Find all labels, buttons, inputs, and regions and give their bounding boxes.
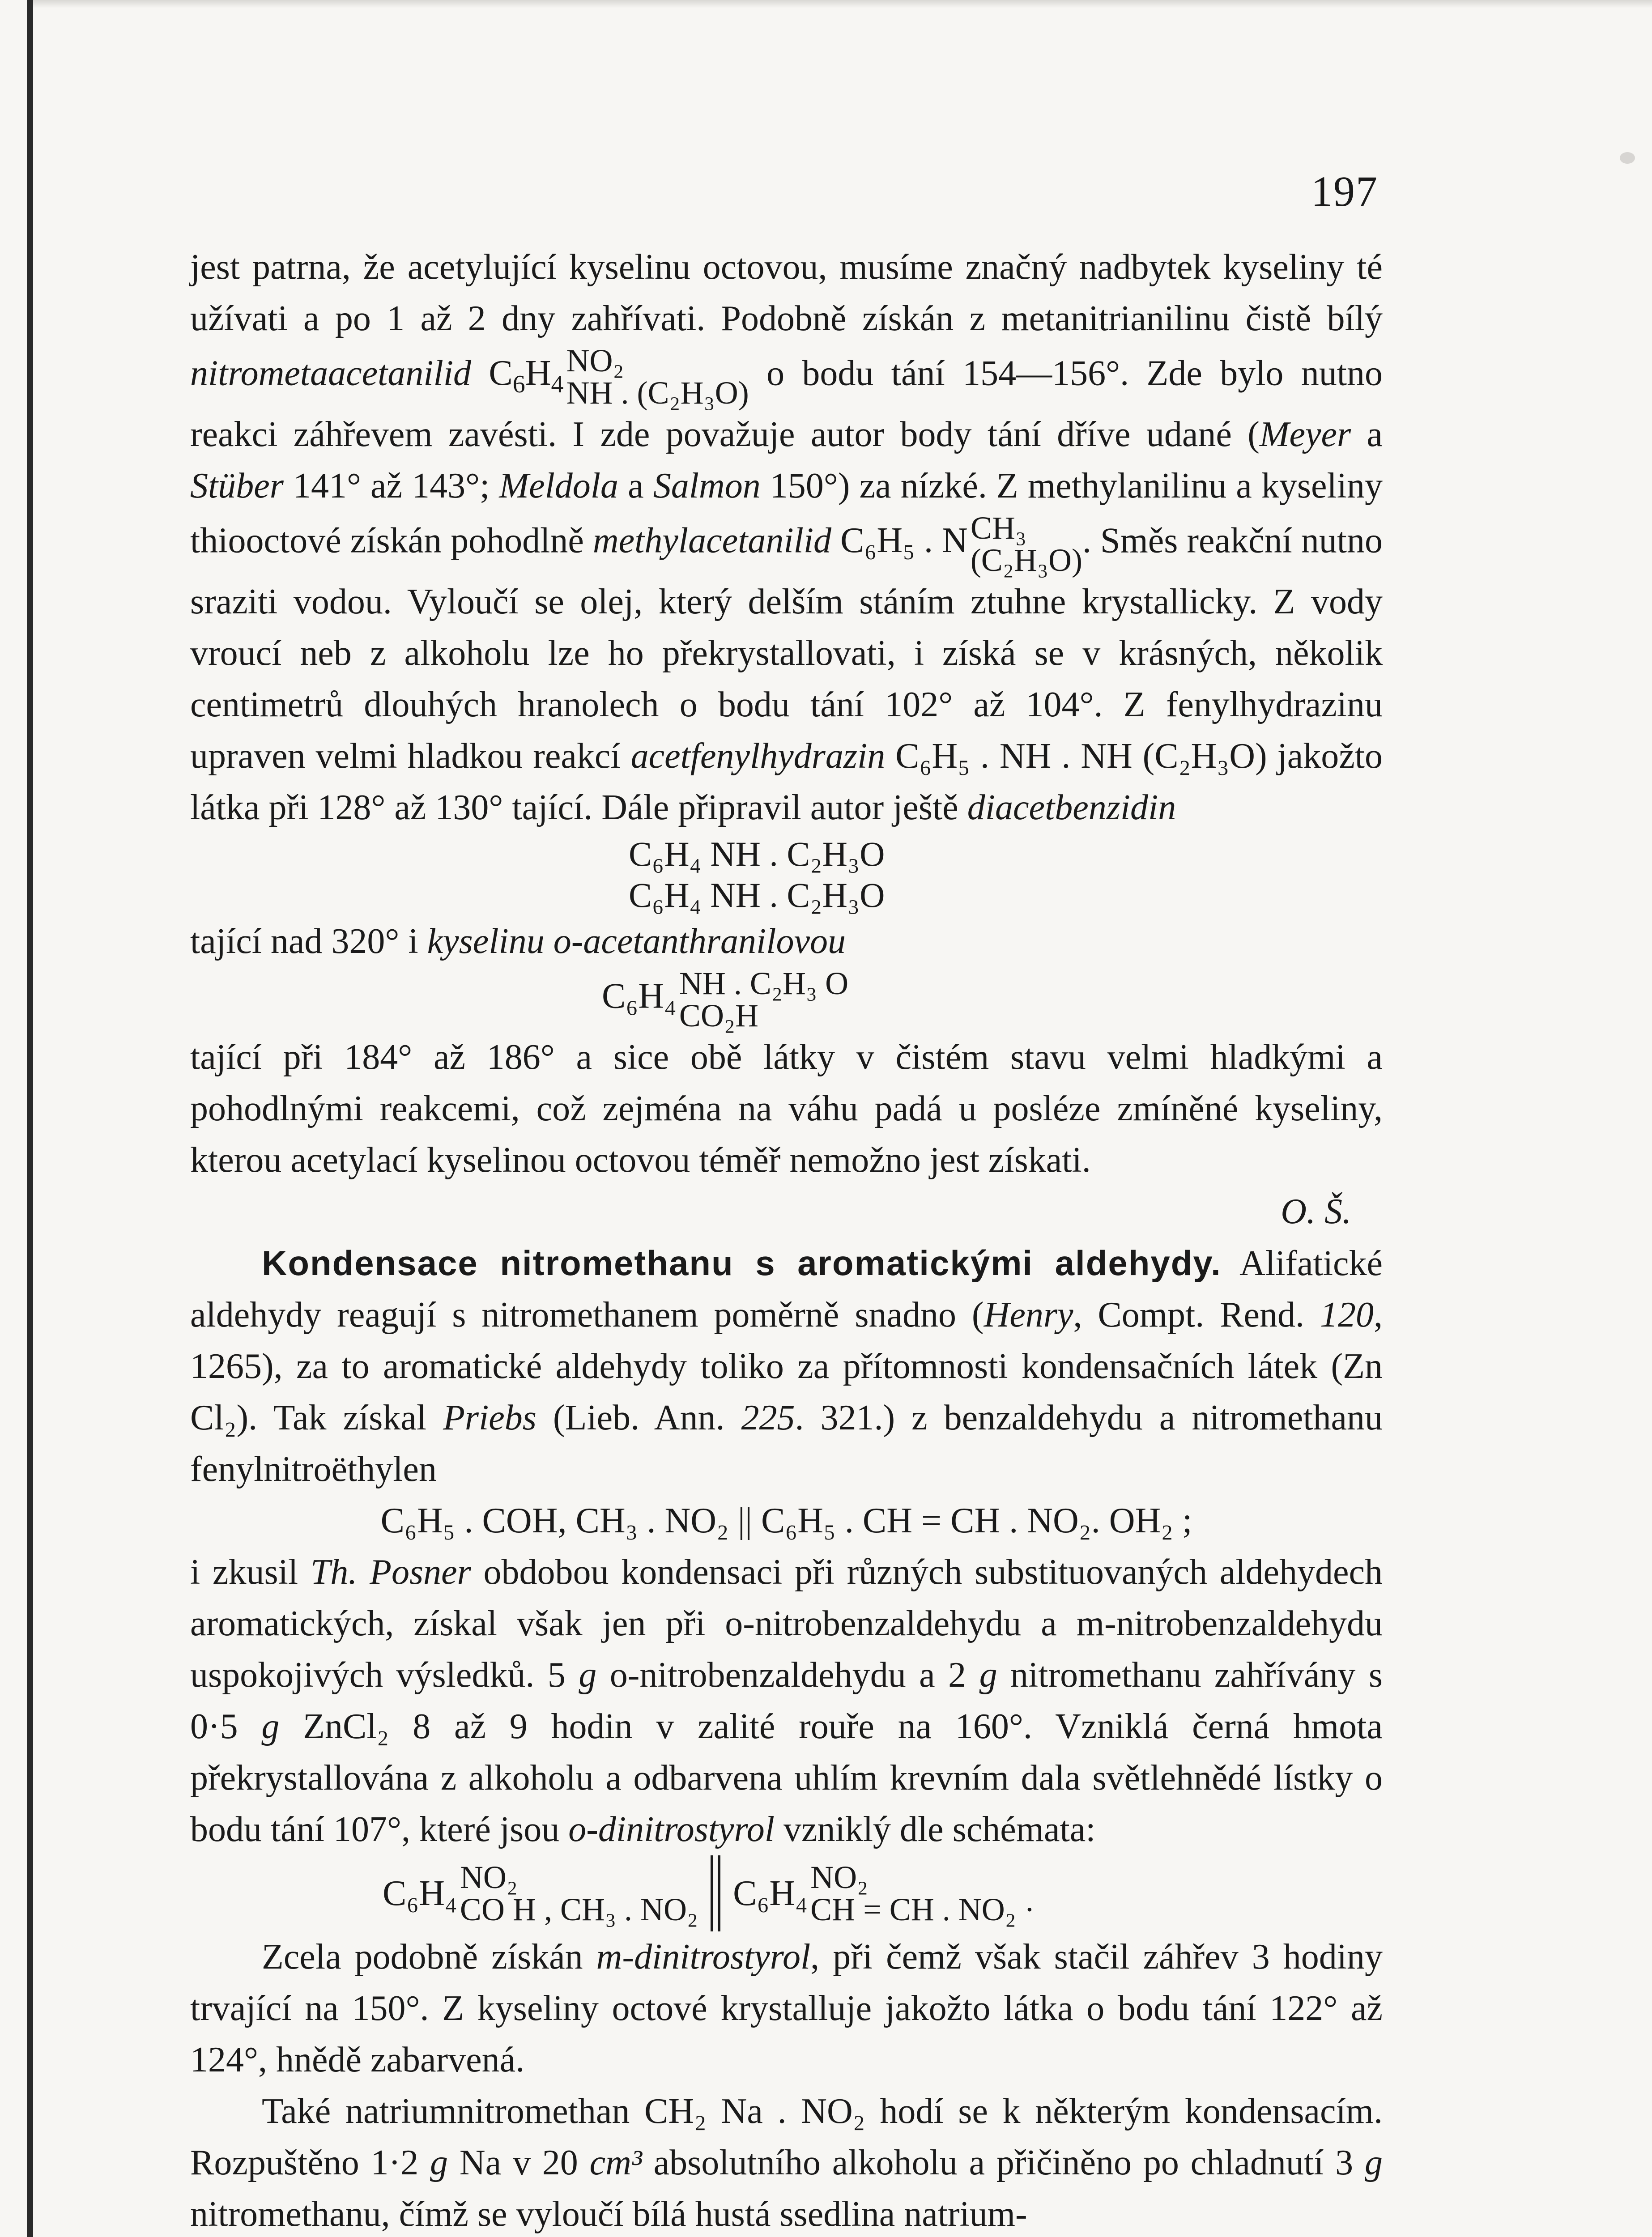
text-run: Na v 20 [448,2143,590,2182]
text-run: o bodu tání 154—156°. Zde bylo nutno reakci záhřevem zavésti. I zde považuje autor body tání dříve udané ( [190,353,1383,454]
text-run: , při čemž však stačil záhřev 3 hodiny trvající na 150°. Z kyseliny octové krystalluje jakožto látka o bodu tání 122° až 124°, hnědě zabarvená. [190,1937,1383,2080]
equation-fenylnitroethylen: C₆H₅ . COH, CH₃ . NO₂ || C₆H₅ . CH = CH . NO₂. OH₂ ; [380,1501,1192,1540]
unit: g [979,1655,997,1695]
text-run: . Směs reakční nutno sraziti vodou. Vyloučí se olej, který delším stáním ztuhne krystallicky. Z vody vroucí neb z alkoholu lze ho překrystallovati, i získá se v krásných, několik centimetrů dlouhých hranolech o bodu tání 102° až 104°. Z fenylhydrazinu upraven velmi hladkou reakcí [190,521,1383,776]
formula-branch [810,1861,1035,1926]
text-run: , 1265), za to aromatické aldehydy toliko za přítomnosti kondensačních látek (Zn Cl₂). Tak získal [190,1295,1383,1437]
text-run: . 321.) z benzaldehydu a nitromethanu fenylnitroëthylen [190,1398,1383,1489]
text-run: a [618,466,653,506]
author-signature: O. Š. [1281,1192,1351,1231]
formula-part: C₆H₅ . N [840,521,968,561]
volume-number: 120 [1320,1295,1374,1335]
author-name: Meldola [499,466,619,506]
text-run: Zcela podobně získán [262,1937,596,1977]
author-name: Meyer [1259,415,1351,454]
compound-name: nitrometaacetanilid [190,353,472,393]
paragraph-3 [190,1931,1383,2086]
schema-separator [711,1855,720,1931]
formula-branch [460,1861,698,1926]
section-2-paragraph [190,1238,1383,1495]
text-run: Také natriumnitromethan CH₂ Na . NO₂ hodí se k některým kondensacím. Rozpuštěno 1·2 [190,2092,1383,2182]
text-run: tající při 184° až 186° a sice obě látky v čistém stavu velmi hladkými a pohodlnými reakcemi, což zejména na váhu padá u posléze zmíněné kyseliny, kterou acetylací kyselinou octovou téměř nemožno jest získati. [190,1038,1383,1180]
text-run: , Compt. Rend. [1073,1295,1320,1335]
diacetbenzidin-formula [629,834,1383,916]
paper-speck [1620,152,1635,164]
page-content [190,242,1383,2237]
formula-part: C₆H₄ [383,1873,457,1913]
author-name: Priebs [443,1398,536,1437]
text-run: nitromethanu, čímž se vyloučí bílá hustá ssedlina natrium- [190,2194,1027,2234]
compound-name: o-dinitrostyrol [568,1810,775,1849]
text-run: C₆H₅ . NH . NH (C₂H₃O) jakožto látka při 128° až 130° tající. Dále připravil autor ještě [190,736,1383,827]
formula-sub: 6 [512,370,525,399]
unit: g [579,1655,597,1695]
section-2-paragraph-b [190,1547,1383,1855]
text-run: Alifatické aldehydy reagují s nitromethanem poměrně snadno ( [190,1244,1383,1335]
author-name: Stüber [190,466,284,506]
unit: cm³ [589,2143,642,2182]
unit: g [261,1707,280,1746]
paragraph-1b [190,916,1383,967]
formula-branch [566,344,749,409]
branch-bottom: CH = CH . NO₂ · [810,1892,1035,1927]
formula-line-bottom: C₆H₄ NH . C₂H₃O [629,876,885,914]
acetanthranil-formula [602,967,1383,1032]
chemical-formula [489,343,749,411]
branch-bottom: (C₂H₃O) [970,542,1082,578]
paragraph-1c [190,1032,1383,1186]
text-run: (Lieb. Ann. [536,1398,741,1437]
text-run: 150°) za nízké. Z methylanilinu a kyseliny thiooctové získán pohodlně [190,466,1383,561]
compound-name: kyselinu o-acetanthranilovou [427,922,846,961]
page-number: 197 [1311,167,1378,215]
formula-branch [679,967,848,1032]
paragraph-4 [190,2086,1383,2237]
branch-bottom: CO H , CH₃ . NO₂ [460,1892,698,1927]
formula-part: H [525,353,551,393]
text-run: absolutního alkoholu a přičiněno po chladnutí 3 [642,2143,1365,2182]
text-run: i zkusil [190,1552,311,1592]
chemical-formula [840,510,1082,578]
volume-number: 225 [741,1398,795,1437]
branch-top: NO₂ [460,1859,518,1895]
reaction-schema [383,1855,1383,1931]
compound-name: methylacetanilid [592,521,832,561]
text-run: jest patrna, že acetylující kyselinu octovou, musíme značný nadbytek kyseliny té užívati a po 1 až 2 dny zahřívati. Podobně získán z metanitrianilinu čistě bílý [190,247,1383,338]
author-name: Th. Posner [310,1552,471,1592]
section-title: Kondensace nitromethanu s aromatickými aldehydy. [262,1243,1222,1283]
text-run: 141° až 143°; [283,466,499,506]
formula-part: C₆H₄ [733,1873,808,1913]
unit: g [430,2143,448,2182]
branch-bottom: CO₂H [679,998,759,1033]
compound-name: acetfenylhydrazin [630,736,886,776]
formula-branch [971,512,1082,576]
branch-top: NO₂ [810,1859,869,1895]
text-run: vzniklý dle schémata: [774,1810,1096,1849]
unit: g [1365,2143,1383,2182]
compound-name: m-dinitrostyrol [596,1937,811,1977]
page-binding-edge [27,0,33,2237]
text-run: nitromethanu zahřívány s 0·5 [190,1655,1383,1746]
text-run: tající nad 320° i [190,922,427,961]
branch-bottom: NH . (C₂H₃O) [566,375,749,411]
text-run: a [1351,415,1383,454]
author-name: Salmon [653,466,761,506]
text-run: ZnCl₂ 8 až 9 hodin v zalité rouře na 160°. Vzniklá černá hmota překrystallována z alkoholu a odbarvena uhlím krevním dala světlehnědé lístky o bodu tání 107°, které jsou [190,1707,1383,1849]
paragraph-1 [190,242,1383,834]
author-name: Henry [984,1295,1073,1335]
formula-part: C₆H₄ [602,976,677,1016]
text-run: o-nitrobenzaldehydu a 2 [596,1655,979,1695]
branch-top: NO₂ [566,343,624,379]
compound-name: diacetbenzidin [967,788,1176,827]
branch-top: CH₃ [970,510,1026,546]
text-run: obdobou kondensaci při různých substituovaných aldehydech aromatických, získal však jen při o-nitrobenzaldehydu a m-nitrobenzaldehydu uspokojivých výsledků. 5 [190,1552,1383,1695]
formula-line-top: C₆H₄ NH . C₂H₃O [629,834,885,873]
page-top-shadow [33,0,1652,8]
formula-part: C [489,353,513,393]
branch-top: NH . C₂H₃ O [679,965,849,1001]
formula-sub: 4 [551,370,564,399]
